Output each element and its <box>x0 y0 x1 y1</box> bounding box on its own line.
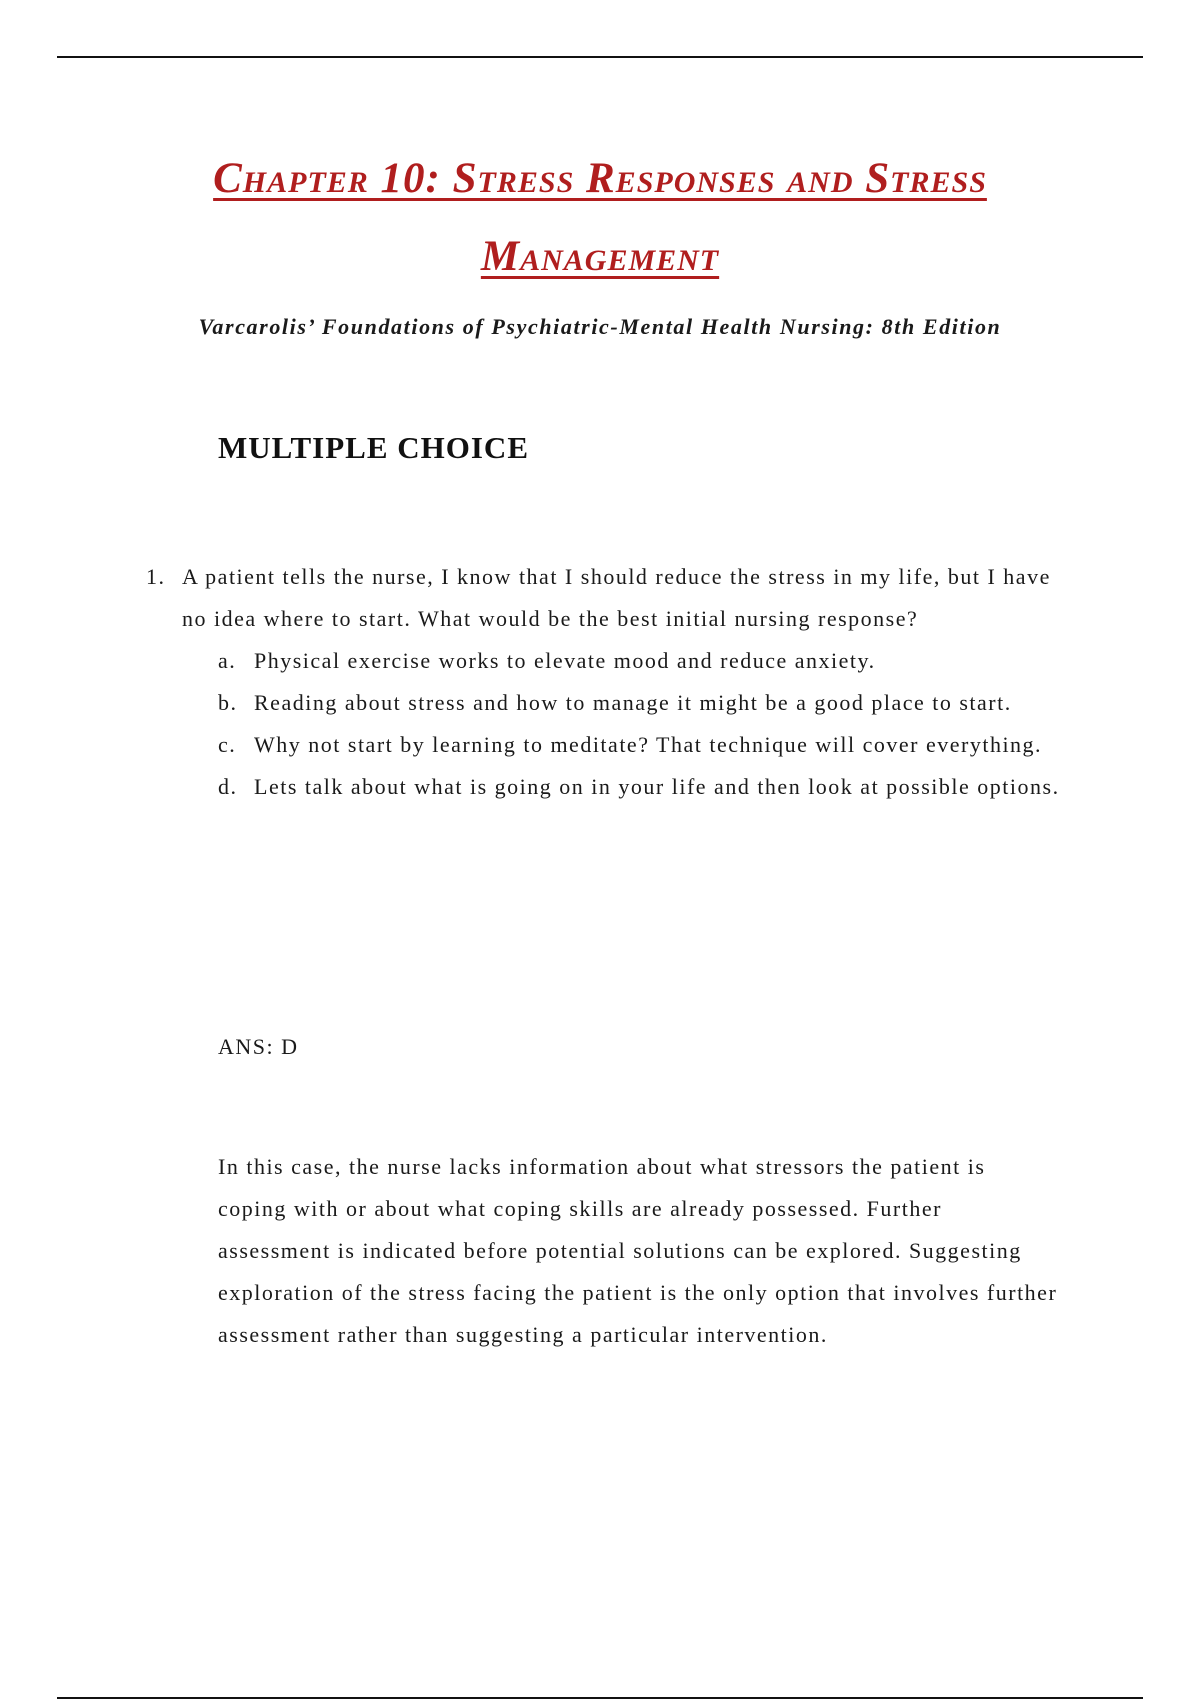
edition-subtitle: Varcarolis’ Foundations of Psychiatric-Mental Health Nursing: 8th Edition <box>198 314 1002 339</box>
option-letter: b. <box>218 690 238 715</box>
option-letter: c. <box>218 732 237 757</box>
option-b <box>218 682 1066 724</box>
option-text: Lets talk about what is going on in your life and then look at possible options. <box>254 774 1060 799</box>
section-heading: MULTIPLE CHOICE <box>218 430 529 465</box>
question-number: 1. <box>146 564 166 589</box>
option-text: Physical exercise works to elevate mood and reduce anxiety. <box>254 648 876 673</box>
option-text: Why not start by learning to meditate? That technique will cover everything. <box>254 732 1043 757</box>
option-letter: a. <box>218 648 237 673</box>
option-text: Reading about stress and how to manage it might be a good place to start. <box>254 690 1012 715</box>
top-rule <box>57 56 1143 58</box>
chapter-title: Chapter 10: Stress Responses and Stress Management <box>213 155 987 280</box>
option-letter: d. <box>218 774 238 799</box>
question-stem: A patient tells the nurse, I know that I should reduce the stress in my life, but I have no idea where to start. What would be the best initial nursing response? <box>182 564 1051 631</box>
question-block <box>146 556 1066 808</box>
answer-key: ANS: D <box>218 1034 299 1059</box>
option-d <box>218 766 1066 808</box>
bottom-rule <box>57 1697 1143 1699</box>
option-a <box>218 640 1066 682</box>
question-row <box>146 556 1066 640</box>
options-list <box>218 640 1066 808</box>
rationale-paragraph: In this case, the nurse lacks information about what stressors the patient is coping with or about what coping skills are already possessed. Further assessment is indicated before potential solutions can be explored. Suggesting exploration of the stress facing the patient is the only option that involves further assessment rather than suggesting a particular intervention. <box>218 1154 1058 1347</box>
option-c <box>218 724 1066 766</box>
